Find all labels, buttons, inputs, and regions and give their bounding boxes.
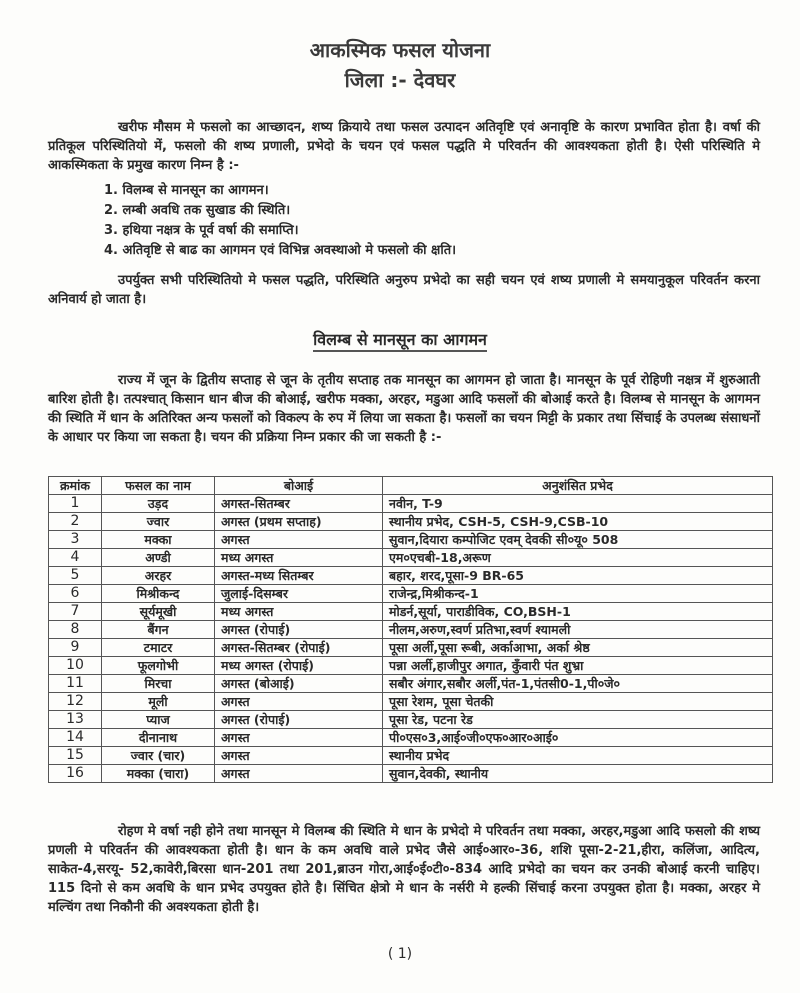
cell-varieties: बहार, शरद,पूसा-9 BR-65 <box>383 567 773 585</box>
section-heading-text: विलम्ब से मानसून का आगमन <box>313 330 487 352</box>
cell-sowing: अगस्त-सितम्बर (रोपाई) <box>215 639 383 657</box>
table-row <box>49 639 773 657</box>
table-row <box>49 495 773 513</box>
table-row <box>49 729 773 747</box>
cell-sowing: अगस्त (रोपाई) <box>215 711 383 729</box>
closing-text: रोहण मे वर्षा नही होने तथा मानसून मे विलम्ब की स्थिति मे धान के प्रभेदो मे परिवर्तन तथा मक्का, अरहर,मडुआ आदि फसलो की शष्य प्रणली मे परिवर्तन की आवश्यकता होती है। धान के कम अवधि वाले प्रभेद जैसे आई०आर०-36, शशि पूसा-2-21,हीरा, कलिंजा, आदित्य, साकेत-4,सरयू- 52,कावेरी,बिरसा धान-201 तथा 201,ब्राउन गोरा,आई०ई०टी०-834 आदि प्रभेदो का चयन कर उनकी बोआई करनी चाहिए। 115 दिनो से कम अवधि के धान प्रभेद उपयुक्त होते है। सिंचित क्षेत्रो मे धान के नर्सरी मे हल्की सिंचाई करना उपयुक्त होता है। मक्का, अरहर मे मल्चिंग तथा निकौनी की अवश्यकता होती है। <box>48 824 760 915</box>
cell-varieties: पन्ना अर्ली,हाजीपुर अगात, कुँवारी पंत शुभ्रा <box>383 657 773 675</box>
cell-sowing: अगस्त-मध्य सितम्बर <box>215 567 383 585</box>
cell-sowing: मध्य अगस्त <box>215 549 383 567</box>
cell-crop-name: मक्का (चारा) <box>102 765 215 783</box>
cell-crop-name: बैंगन <box>102 621 215 639</box>
cell-serial: 11 <box>49 675 102 693</box>
table-row <box>49 567 773 585</box>
cell-varieties: नीलम,अरुण,स्वर्ण प्रतिभा,स्वर्ण श्यामली <box>383 621 773 639</box>
header-sowing: बोआई <box>215 477 383 495</box>
cell-sowing: अगस्त <box>215 765 383 783</box>
cell-sowing: अगस्त <box>215 693 383 711</box>
document-title: आकस्मिक फसल योजना <box>309 38 491 62</box>
cell-crop-name: ज्वार <box>102 513 215 531</box>
cell-varieties: सुवान,दियारा कम्पोजिट एवम् देवकी सी०यू० 508 <box>383 531 773 549</box>
page-number: ( 1) <box>387 946 413 962</box>
cell-sowing: मध्य अगस्त (रोपाई) <box>215 657 383 675</box>
cell-serial: 5 <box>49 567 102 585</box>
cell-varieties: मोडर्न,सूर्या, पाराडीविक, CO,BSH-1 <box>383 603 773 621</box>
cell-varieties: राजेन्द्र,मिश्रीकन्द-1 <box>383 585 773 603</box>
cell-varieties: स्थानीय प्रभेद <box>383 747 773 765</box>
cell-varieties: पी०एस०3,आई०जी०एफ०आर०आई० <box>383 729 773 747</box>
cell-serial: 1 <box>49 495 102 513</box>
cell-serial: 4 <box>49 549 102 567</box>
header-serial: क्रमांक <box>49 477 102 495</box>
summary-text: उपर्युक्त सभी परिस्थितियो मे फसल पद्धति, परिस्थिति अनुरुप प्रभेदो का सही चयन एवं शष्य प्रणाली मे समयानुकूल परिवर्तन करना अनिवार्य हो जाता है। <box>48 273 760 307</box>
cause-item: 3. हथिया नक्षत्र के पूर्व वर्षा की समाप्ति। <box>104 223 299 238</box>
cell-crop-name: उड़द <box>102 495 215 513</box>
cell-varieties: सबौर अंगार,सबौर अर्ली,पंत-1,पंतसी0-1,पी०जे० <box>383 675 773 693</box>
cell-crop-name: टमाटर <box>102 639 215 657</box>
cell-crop-name: मूली <box>102 693 215 711</box>
cell-varieties: सुवान,देवकी, स्थानीय <box>383 765 773 783</box>
cell-sowing: अगस्त (बोआई) <box>215 675 383 693</box>
cell-serial: 6 <box>49 585 102 603</box>
cell-varieties: पूसा रेड, पटना रेड <box>383 711 773 729</box>
cell-sowing: जुलाई-दिसम्बर <box>215 585 383 603</box>
table-row <box>49 513 773 531</box>
table-row <box>49 747 773 765</box>
cell-serial: 10 <box>49 657 102 675</box>
table-header-row <box>49 477 773 495</box>
cell-serial: 15 <box>49 747 102 765</box>
table-row <box>49 693 773 711</box>
cell-sowing: मध्य अगस्त <box>215 603 383 621</box>
closing-paragraph <box>48 822 760 917</box>
cell-crop-name: अण्डी <box>102 549 215 567</box>
table-row <box>49 585 773 603</box>
causes-list <box>104 181 456 261</box>
section-text: राज्य में जून के द्वितीय सप्ताह से जून के तृतीय सप्ताह तक मानसून का आगमन हो जाता है। मानसून के पूर्व रोहिणी नक्षत्र में शुरुआती बारिश होती है। तत्पश्चात् किसान धान बीज की बोआई, खरीफ मक्का, अरहर, मडुआ आदि फसलों की बोआई करते है। विलम्ब से मानसून के आगमन की स्थिति में धान के अतिरिक्त अन्य फसलों को विकल्प के रुप में लिया जा सकता है। फसलों का चयन मिट्टी के प्रकार तथा सिंचाई के उपलब्ध संसाधनों के आधार पर किया जा सकता है। चयन की प्रक्रिया निम्न प्रकार की जा सकती है :- <box>48 373 760 445</box>
table-row <box>49 711 773 729</box>
cell-crop-name: मिश्रीकन्द <box>102 585 215 603</box>
cell-varieties: एम०एचबी-18,अरूण <box>383 549 773 567</box>
cell-crop-name: दीनानाथ <box>102 729 215 747</box>
cell-sowing: अगस्त (रोपाई) <box>215 621 383 639</box>
cell-crop-name: अरहर <box>102 567 215 585</box>
header-crop-name: फसल का नाम <box>102 477 215 495</box>
cause-item: 4. अतिवृष्टि से बाढ का आगमन एवं विभिन्न अवस्थाओ मे फसलो की क्षति। <box>104 243 457 258</box>
cell-sowing: अगस्त <box>215 747 383 765</box>
cell-serial: 13 <box>49 711 102 729</box>
cell-serial: 8 <box>49 621 102 639</box>
cell-serial: 16 <box>49 765 102 783</box>
table-row <box>49 549 773 567</box>
summary-paragraph <box>48 271 760 309</box>
section-paragraph <box>48 371 760 447</box>
cell-crop-name: ज्वार (चार) <box>102 747 215 765</box>
cell-crop-name: मिरचा <box>102 675 215 693</box>
cell-serial: 12 <box>49 693 102 711</box>
crop-table <box>48 476 773 783</box>
cell-sowing: अगस्त (प्रथम सप्ताह) <box>215 513 383 531</box>
intro-text: खरीफ मौसम मे फसलो का आच्छादन, शष्य क्रियाये तथा फसल उत्पादन अतिवृष्टि एवं अनावृष्टि के कारण प्रभावित होता है। वर्षा की प्रतिकूल परिस्थितियो में, फसलो की शष्य प्रणाली, प्रभेदो के चयन एवं फसल पद्धति मे परिवर्तन की आवश्यकता होती है। ऐसी परिस्थिति मे आकस्मिकता के प्रमुख कारण निम्न है :- <box>48 120 760 173</box>
cell-varieties: स्थानीय प्रभेद, CSH-5, CSH-9,CSB-10 <box>383 513 773 531</box>
cause-item: 2. लम्बी अवधि तक सुखाड की स्थिति। <box>104 203 291 218</box>
cell-serial: 9 <box>49 639 102 657</box>
cell-serial: 2 <box>49 513 102 531</box>
cell-sowing: अगस्त <box>215 531 383 549</box>
cell-serial: 3 <box>49 531 102 549</box>
table-row <box>49 603 773 621</box>
table-row <box>49 531 773 549</box>
cell-crop-name: फूलगोभी <box>102 657 215 675</box>
cell-varieties: पूसा अर्ली,पूसा रूबी, अर्काआभा, अर्का श्रेष्ठ <box>383 639 773 657</box>
cell-crop-name: सूर्यमूखी <box>102 603 215 621</box>
cell-sowing: अगस्त-सितम्बर <box>215 495 383 513</box>
section-heading <box>0 328 800 350</box>
cell-varieties: नवीन, T-9 <box>383 495 773 513</box>
cell-serial: 7 <box>49 603 102 621</box>
intro-paragraph <box>48 118 760 175</box>
cell-crop-name: प्याज <box>102 711 215 729</box>
cell-serial: 14 <box>49 729 102 747</box>
district-title: जिला :- देवघर <box>344 68 456 92</box>
table-row <box>49 621 773 639</box>
cause-item: 1. विलम्ब से मानसून का आगमन। <box>104 183 269 198</box>
cell-varieties: पूसा रेशम, पूसा चेतकी <box>383 693 773 711</box>
table-row <box>49 675 773 693</box>
cell-sowing: अगस्त <box>215 729 383 747</box>
header-varieties: अनुशंसित प्रभेद <box>383 477 773 495</box>
table-row <box>49 657 773 675</box>
table-row <box>49 765 773 783</box>
cell-crop-name: मक्का <box>102 531 215 549</box>
